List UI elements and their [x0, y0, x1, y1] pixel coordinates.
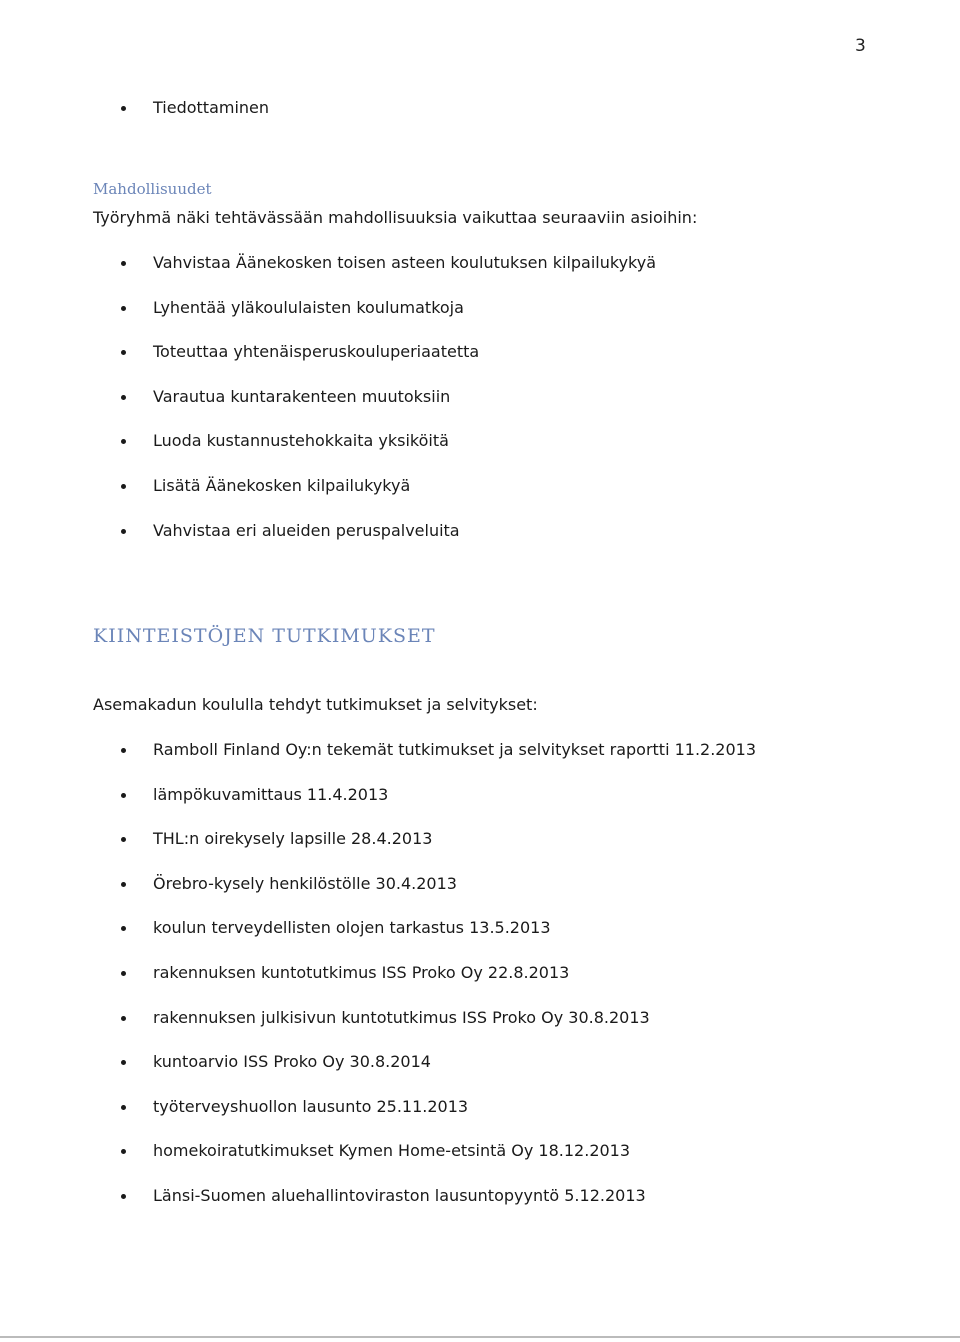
opportunities-list	[0, 252, 960, 564]
bullet-icon	[121, 793, 126, 798]
bullet-icon	[121, 439, 126, 444]
bullet-icon	[121, 1105, 126, 1110]
bullet-icon	[121, 106, 126, 111]
bullet-icon	[121, 971, 126, 976]
bullet-icon	[121, 350, 126, 355]
list-item: THL:n oirekysely lapsille 28.4.2013	[0, 828, 960, 873]
bullet-icon	[121, 261, 126, 266]
bullet-icon	[121, 1149, 126, 1154]
list-item: Vahvistaa eri alueiden peruspalveluita	[0, 520, 960, 565]
section-intro: Työryhmä näki tehtävässään mahdollisuuksia vaikuttaa seuraaviin asioihin:	[93, 208, 698, 227]
list-item: Varautua kuntarakenteen muutoksiin	[0, 386, 960, 431]
bullet-icon	[121, 484, 126, 489]
list-item: Luoda kustannustehokkaita yksiköitä	[0, 430, 960, 475]
bullet-icon	[121, 748, 126, 753]
bottom-rule	[0, 1336, 960, 1338]
list-item: Vahvistaa Äänekosken toisen asteen koulutuksen kilpailukykyä	[0, 252, 960, 297]
top-bullet-list	[0, 97, 960, 142]
section-intro: Asemakadun koululla tehdyt tutkimukset ja selvitykset:	[93, 695, 538, 714]
studies-list	[0, 739, 960, 1230]
section-subheading: Mahdollisuudet	[93, 180, 212, 198]
list-item: Örebro-kysely henkilöstölle 30.4.2013	[0, 873, 960, 918]
bullet-icon	[121, 1060, 126, 1065]
list-item: Toteuttaa yhtenäisperuskouluperiaatetta	[0, 341, 960, 386]
bullet-icon	[121, 926, 126, 931]
bullet-icon	[121, 882, 126, 887]
list-item: homekoiratutkimukset Kymen Home-etsintä Oy 18.12.2013	[0, 1140, 960, 1185]
bullet-icon	[121, 529, 126, 534]
bullet-icon	[121, 1194, 126, 1199]
list-item: työterveyshuollon lausunto 25.11.2013	[0, 1096, 960, 1141]
list-item: koulun terveydellisten olojen tarkastus 13.5.2013	[0, 917, 960, 962]
bullet-icon	[121, 395, 126, 400]
list-item: rakennuksen julkisivun kuntotutkimus ISS Proko Oy 30.8.2013	[0, 1007, 960, 1052]
list-item: Tiedottaminen	[0, 97, 960, 142]
bullet-icon	[121, 306, 126, 311]
page-number: 3	[855, 36, 866, 56]
list-item: Lisätä Äänekosken kilpailukykyä	[0, 475, 960, 520]
list-item: kuntoarvio ISS Proko Oy 30.8.2014	[0, 1051, 960, 1096]
list-item: rakennuksen kuntotutkimus ISS Proko Oy 22.8.2013	[0, 962, 960, 1007]
bullet-icon	[121, 1016, 126, 1021]
list-item: Lyhentää yläkoululaisten koulumatkoja	[0, 297, 960, 342]
bullet-icon	[121, 837, 126, 842]
list-item: lämpökuvamittaus 11.4.2013	[0, 784, 960, 829]
section-heading: KIINTEISTÖJEN TUTKIMUKSET	[93, 625, 436, 647]
list-item: Länsi-Suomen aluehallintoviraston lausuntopyyntö 5.12.2013	[0, 1185, 960, 1230]
list-item: Ramboll Finland Oy:n tekemät tutkimukset ja selvitykset raportti 11.2.2013	[0, 739, 960, 784]
